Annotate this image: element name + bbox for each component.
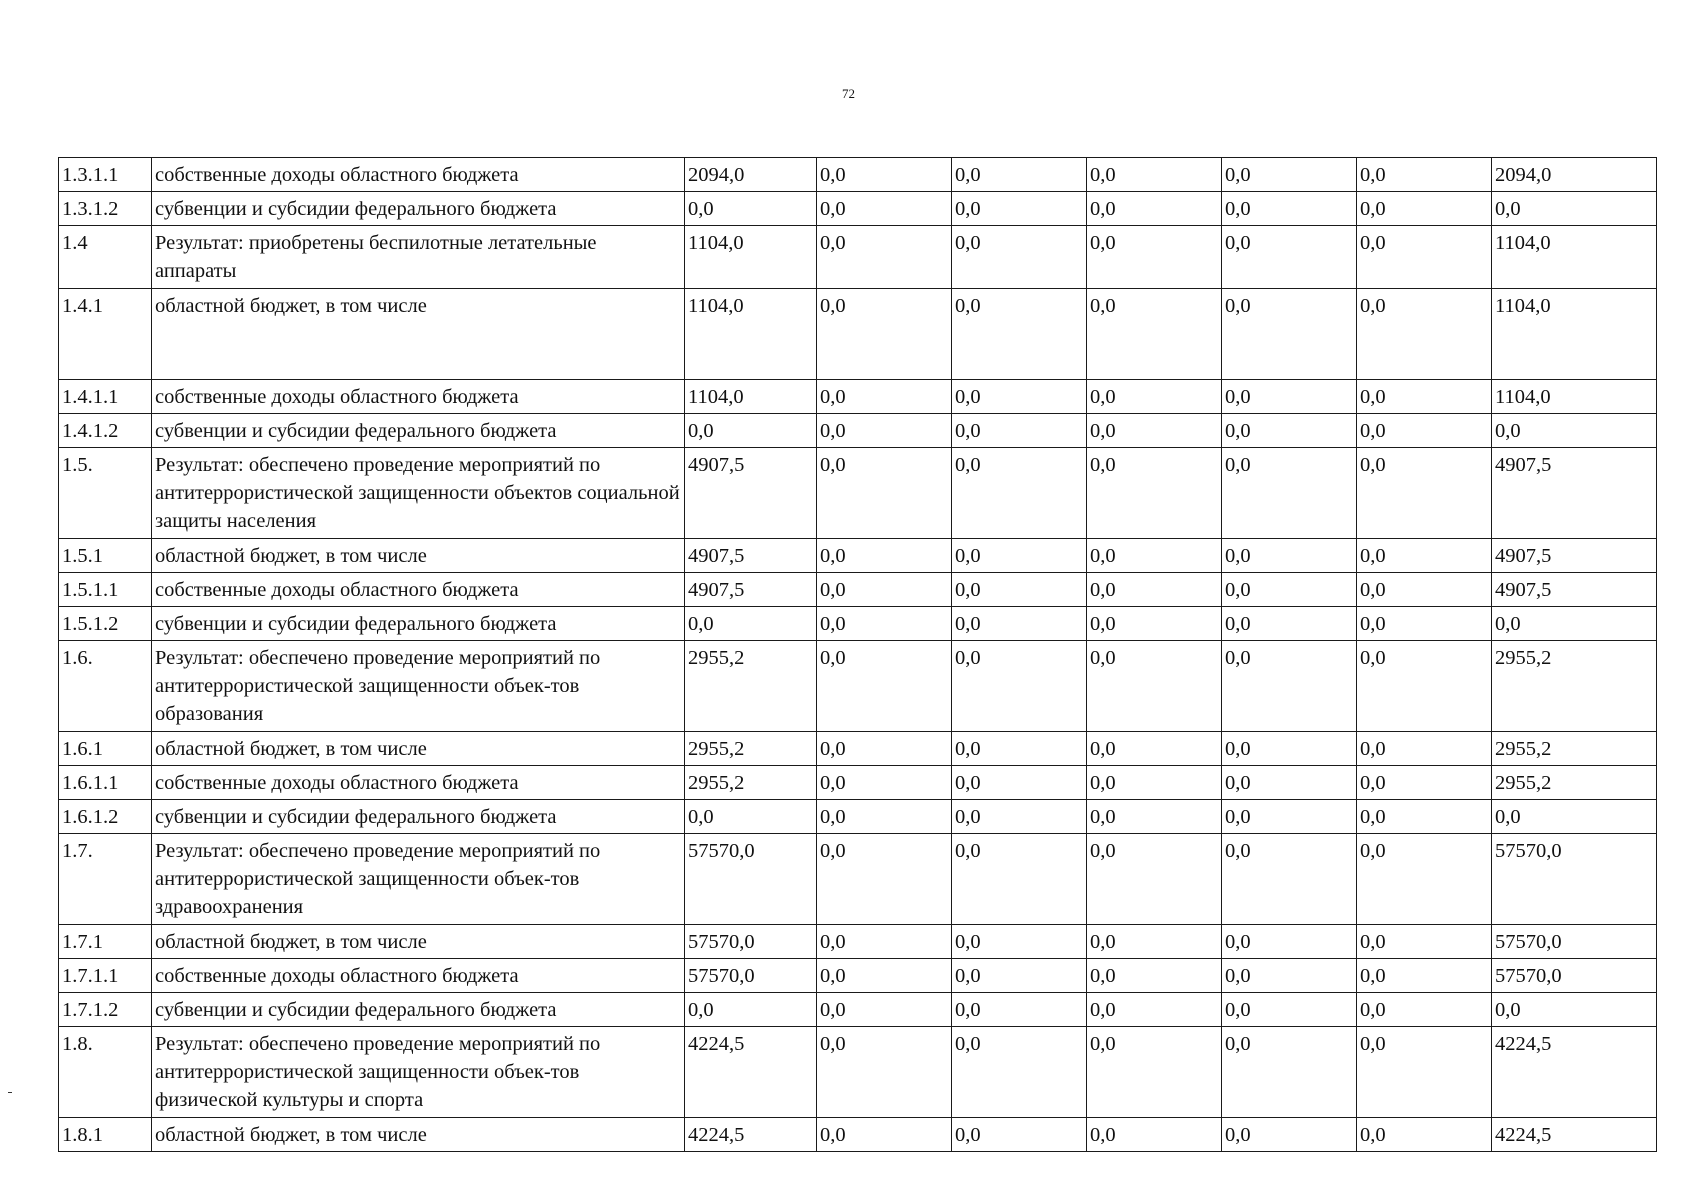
table-row: [59, 1118, 1657, 1152]
row-description-cell: областной бюджет, в том числе: [152, 539, 685, 573]
row-total-cell: 1104,0: [1492, 226, 1657, 289]
row-code-cell: 1.6.1.1: [59, 766, 152, 800]
table-row: [59, 1027, 1657, 1118]
row-total-cell: 4907,5: [1492, 573, 1657, 607]
row-value-cell: 1104,0: [685, 226, 817, 289]
row-total-cell: 57570,0: [1492, 959, 1657, 993]
row-total-cell: 2955,2: [1492, 732, 1657, 766]
row-total-cell: 4224,5: [1492, 1027, 1657, 1118]
row-total-cell: 2094,0: [1492, 158, 1657, 192]
row-value-cell: 0,0: [1087, 448, 1222, 539]
row-value-cell: 0,0: [1222, 732, 1357, 766]
row-value-cell: 1104,0: [685, 289, 817, 380]
row-value-cell: 0,0: [1087, 414, 1222, 448]
row-value-cell: 0,0: [1357, 414, 1492, 448]
row-value-cell: 0,0: [1087, 1027, 1222, 1118]
row-value-cell: 0,0: [817, 158, 952, 192]
row-value-cell: 0,0: [952, 289, 1087, 380]
row-code-cell: 1.5.: [59, 448, 152, 539]
row-value-cell: 0,0: [1087, 380, 1222, 414]
row-value-cell: 0,0: [1222, 158, 1357, 192]
row-code-cell: 1.6.: [59, 641, 152, 732]
row-value-cell: 4907,5: [685, 448, 817, 539]
row-value-cell: 0,0: [1222, 289, 1357, 380]
table-row: [59, 834, 1657, 925]
table-row: [59, 800, 1657, 834]
row-value-cell: 0,0: [1357, 380, 1492, 414]
row-value-cell: 0,0: [1222, 834, 1357, 925]
row-value-cell: 0,0: [1087, 192, 1222, 226]
row-value-cell: 0,0: [952, 448, 1087, 539]
row-value-cell: 0,0: [817, 641, 952, 732]
row-value-cell: 0,0: [1087, 539, 1222, 573]
budget-table: [58, 157, 1657, 1152]
row-value-cell: 0,0: [1222, 800, 1357, 834]
row-description-cell: субвенции и субсидии федерального бюджета: [152, 607, 685, 641]
row-code-cell: 1.8.1: [59, 1118, 152, 1152]
row-value-cell: 0,0: [1222, 1027, 1357, 1118]
row-code-cell: 1.7.: [59, 834, 152, 925]
row-value-cell: 0,0: [817, 993, 952, 1027]
row-value-cell: 0,0: [1357, 573, 1492, 607]
row-code-cell: 1.4.1.1: [59, 380, 152, 414]
row-code-cell: 1.8.: [59, 1027, 152, 1118]
table-row: [59, 158, 1657, 192]
margin-mark: [8, 1092, 12, 1093]
table-row: [59, 573, 1657, 607]
row-value-cell: 0,0: [1087, 158, 1222, 192]
row-value-cell: 0,0: [817, 573, 952, 607]
row-total-cell: 2955,2: [1492, 766, 1657, 800]
row-value-cell: 0,0: [1222, 925, 1357, 959]
row-value-cell: 0,0: [1087, 800, 1222, 834]
row-value-cell: 0,0: [817, 380, 952, 414]
row-total-cell: 57570,0: [1492, 925, 1657, 959]
row-value-cell: 0,0: [1357, 800, 1492, 834]
row-total-cell: 0,0: [1492, 414, 1657, 448]
row-value-cell: 0,0: [952, 834, 1087, 925]
row-value-cell: 0,0: [1357, 925, 1492, 959]
row-value-cell: 0,0: [1087, 289, 1222, 380]
row-description-cell: Результат: обеспечено проведение мероприятий по антитеррористической защищенности объек-тов здравоохранения: [152, 834, 685, 925]
row-value-cell: 0,0: [1222, 414, 1357, 448]
row-value-cell: 0,0: [1087, 573, 1222, 607]
table-row: [59, 448, 1657, 539]
row-value-cell: 4907,5: [685, 573, 817, 607]
row-value-cell: 0,0: [685, 993, 817, 1027]
row-description-cell: Результат: обеспечено проведение мероприятий по антитеррористической защищенности объек-тов физической культуры и спорта: [152, 1027, 685, 1118]
row-value-cell: 0,0: [1087, 834, 1222, 925]
row-total-cell: 0,0: [1492, 800, 1657, 834]
row-description-cell: областной бюджет, в том числе: [152, 1118, 685, 1152]
row-value-cell: 0,0: [1357, 158, 1492, 192]
table-body: [59, 158, 1657, 1152]
row-value-cell: 0,0: [685, 414, 817, 448]
row-value-cell: 4907,5: [685, 539, 817, 573]
row-value-cell: 0,0: [1222, 448, 1357, 539]
row-code-cell: 1.3.1.2: [59, 192, 152, 226]
row-value-cell: 57570,0: [685, 925, 817, 959]
table-row: [59, 766, 1657, 800]
row-value-cell: 0,0: [1357, 539, 1492, 573]
row-total-cell: 0,0: [1492, 607, 1657, 641]
row-code-cell: 1.3.1.1: [59, 158, 152, 192]
row-value-cell: 0,0: [1222, 641, 1357, 732]
row-value-cell: 0,0: [952, 607, 1087, 641]
row-value-cell: 0,0: [1357, 834, 1492, 925]
row-value-cell: 0,0: [1087, 607, 1222, 641]
row-value-cell: 2955,2: [685, 641, 817, 732]
row-value-cell: 0,0: [1222, 959, 1357, 993]
row-value-cell: 0,0: [1222, 192, 1357, 226]
row-value-cell: 0,0: [1222, 607, 1357, 641]
row-value-cell: 0,0: [1222, 1118, 1357, 1152]
row-value-cell: 0,0: [1357, 641, 1492, 732]
row-total-cell: 0,0: [1492, 192, 1657, 226]
row-value-cell: 0,0: [1222, 380, 1357, 414]
row-description-cell: Результат: приобретены беспилотные летательные аппараты: [152, 226, 685, 289]
row-value-cell: 0,0: [1357, 1118, 1492, 1152]
row-value-cell: 0,0: [817, 226, 952, 289]
row-value-cell: 0,0: [1222, 573, 1357, 607]
row-value-cell: 0,0: [685, 607, 817, 641]
row-value-cell: 0,0: [952, 1027, 1087, 1118]
row-value-cell: 0,0: [1357, 766, 1492, 800]
row-value-cell: 0,0: [685, 192, 817, 226]
row-total-cell: 0,0: [1492, 993, 1657, 1027]
row-value-cell: 0,0: [952, 641, 1087, 732]
row-value-cell: 0,0: [1357, 289, 1492, 380]
row-value-cell: 0,0: [1087, 226, 1222, 289]
row-code-cell: 1.5.1: [59, 539, 152, 573]
table-row: [59, 289, 1657, 380]
row-value-cell: 0,0: [1087, 732, 1222, 766]
table-row: [59, 192, 1657, 226]
row-value-cell: 0,0: [952, 800, 1087, 834]
row-value-cell: 2955,2: [685, 732, 817, 766]
row-value-cell: 0,0: [1357, 993, 1492, 1027]
row-code-cell: 1.6.1.2: [59, 800, 152, 834]
row-description-cell: собственные доходы областного бюджета: [152, 380, 685, 414]
table-row: [59, 414, 1657, 448]
row-value-cell: 0,0: [817, 959, 952, 993]
row-value-cell: 0,0: [1087, 993, 1222, 1027]
table-row: [59, 732, 1657, 766]
row-total-cell: 4224,5: [1492, 1118, 1657, 1152]
row-value-cell: 0,0: [1357, 959, 1492, 993]
row-code-cell: 1.7.1.1: [59, 959, 152, 993]
row-value-cell: 0,0: [952, 414, 1087, 448]
table-row: [59, 380, 1657, 414]
row-value-cell: 2955,2: [685, 766, 817, 800]
row-value-cell: 0,0: [817, 834, 952, 925]
row-value-cell: 0,0: [952, 1118, 1087, 1152]
table-row: [59, 959, 1657, 993]
table-row: [59, 539, 1657, 573]
row-value-cell: 0,0: [952, 993, 1087, 1027]
row-total-cell: 4907,5: [1492, 539, 1657, 573]
row-value-cell: 4224,5: [685, 1027, 817, 1118]
row-value-cell: 2094,0: [685, 158, 817, 192]
row-value-cell: 4224,5: [685, 1118, 817, 1152]
row-value-cell: 0,0: [817, 448, 952, 539]
row-value-cell: 0,0: [1222, 539, 1357, 573]
row-value-cell: 0,0: [1357, 226, 1492, 289]
row-value-cell: 0,0: [952, 192, 1087, 226]
row-value-cell: 0,0: [817, 414, 952, 448]
row-value-cell: 0,0: [952, 925, 1087, 959]
row-description-cell: субвенции и субсидии федерального бюджета: [152, 192, 685, 226]
row-description-cell: субвенции и субсидии федерального бюджета: [152, 414, 685, 448]
row-value-cell: 0,0: [817, 1118, 952, 1152]
row-value-cell: 0,0: [817, 289, 952, 380]
row-total-cell: 4907,5: [1492, 448, 1657, 539]
row-total-cell: 2955,2: [1492, 641, 1657, 732]
row-value-cell: 0,0: [1222, 226, 1357, 289]
row-value-cell: 0,0: [952, 732, 1087, 766]
row-value-cell: 0,0: [952, 573, 1087, 607]
row-value-cell: 0,0: [1357, 1027, 1492, 1118]
row-value-cell: 0,0: [952, 539, 1087, 573]
row-value-cell: 0,0: [952, 766, 1087, 800]
row-value-cell: 0,0: [1087, 641, 1222, 732]
row-value-cell: 0,0: [817, 766, 952, 800]
row-code-cell: 1.7.1: [59, 925, 152, 959]
table-row: [59, 226, 1657, 289]
row-value-cell: 0,0: [817, 732, 952, 766]
table-row: [59, 641, 1657, 732]
row-description-cell: субвенции и субсидии федерального бюджета: [152, 800, 685, 834]
row-value-cell: 0,0: [817, 925, 952, 959]
row-value-cell: 0,0: [952, 380, 1087, 414]
row-description-cell: областной бюджет, в том числе: [152, 732, 685, 766]
row-description-cell: Результат: обеспечено проведение мероприятий по антитеррористической защищенности объектов социальной защиты населения: [152, 448, 685, 539]
row-description-cell: собственные доходы областного бюджета: [152, 158, 685, 192]
row-description-cell: областной бюджет, в том числе: [152, 925, 685, 959]
row-total-cell: 1104,0: [1492, 380, 1657, 414]
row-value-cell: 0,0: [952, 959, 1087, 993]
row-description-cell: субвенции и субсидии федерального бюджета: [152, 993, 685, 1027]
row-description-cell: собственные доходы областного бюджета: [152, 766, 685, 800]
row-value-cell: 57570,0: [685, 959, 817, 993]
row-value-cell: 0,0: [817, 800, 952, 834]
table-row: [59, 607, 1657, 641]
row-value-cell: 0,0: [1087, 766, 1222, 800]
row-value-cell: 0,0: [817, 539, 952, 573]
row-value-cell: 0,0: [1222, 766, 1357, 800]
row-value-cell: 0,0: [1087, 925, 1222, 959]
row-value-cell: 0,0: [952, 158, 1087, 192]
row-value-cell: 0,0: [1087, 959, 1222, 993]
row-code-cell: 1.4.1: [59, 289, 152, 380]
row-value-cell: 0,0: [1087, 1118, 1222, 1152]
row-code-cell: 1.4.1.2: [59, 414, 152, 448]
table-row: [59, 993, 1657, 1027]
row-code-cell: 1.5.1.1: [59, 573, 152, 607]
row-description-cell: Результат: обеспечено проведение мероприятий по антитеррористической защищенности объек-тов образования: [152, 641, 685, 732]
page-number: 72: [842, 86, 855, 101]
table-row: [59, 925, 1657, 959]
row-value-cell: 0,0: [817, 192, 952, 226]
row-value-cell: 0,0: [1222, 993, 1357, 1027]
row-value-cell: 1104,0: [685, 380, 817, 414]
row-description-cell: собственные доходы областного бюджета: [152, 573, 685, 607]
row-value-cell: 0,0: [952, 226, 1087, 289]
row-code-cell: 1.6.1: [59, 732, 152, 766]
row-value-cell: 0,0: [817, 607, 952, 641]
row-description-cell: областной бюджет, в том числе: [152, 289, 685, 380]
row-value-cell: 0,0: [1357, 732, 1492, 766]
row-description-cell: собственные доходы областного бюджета: [152, 959, 685, 993]
row-value-cell: 0,0: [1357, 607, 1492, 641]
row-value-cell: 0,0: [817, 1027, 952, 1118]
row-code-cell: 1.4: [59, 226, 152, 289]
row-total-cell: 57570,0: [1492, 834, 1657, 925]
row-value-cell: 0,0: [685, 800, 817, 834]
row-value-cell: 0,0: [1357, 448, 1492, 539]
row-value-cell: 57570,0: [685, 834, 817, 925]
row-code-cell: 1.5.1.2: [59, 607, 152, 641]
row-value-cell: 0,0: [1357, 192, 1492, 226]
row-code-cell: 1.7.1.2: [59, 993, 152, 1027]
row-total-cell: 1104,0: [1492, 289, 1657, 380]
